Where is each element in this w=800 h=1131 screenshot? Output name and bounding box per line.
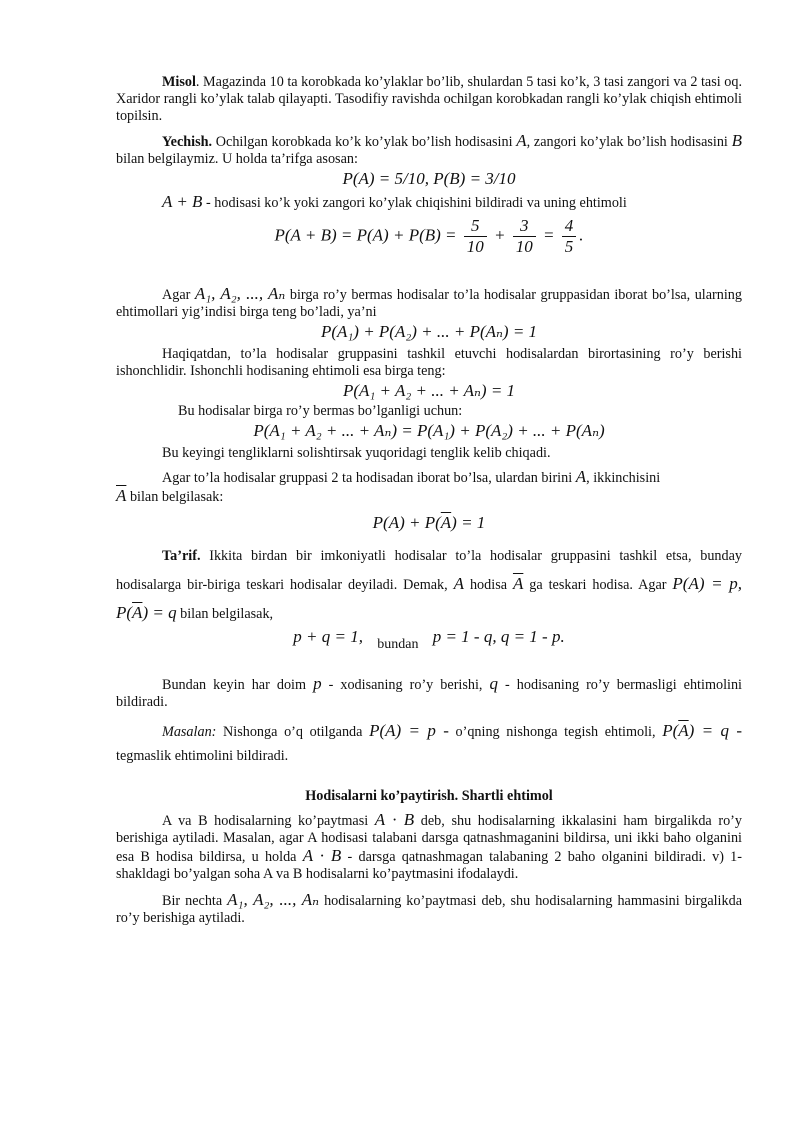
sum-event-paragraph [116,193,742,212]
for-example-formula-bar: $\overline{A}$ [678,721,689,740]
two-events-paragraph [116,468,742,506]
symbol-a-bar2: $\overline{A}$ [512,574,524,593]
two-events-text-b: , ikkinchisini [586,470,661,486]
definition-text-b: hodisa [464,577,513,593]
formula-addition: P(A₁ + A₂ + ... + Aₙ) = P(A₁) + P(A₂) + ... + P(Aₙ) [253,421,605,440]
solution-text-a: Ochilgan korobkada ko’k ko’ylak bo’lish hodisasini [212,134,517,150]
formula-certain-event: P(A₁ + A₂ + ... + Aₙ) = 1 [342,381,516,400]
fraction-3 [562,216,577,257]
complete-group-paragraph [116,285,742,321]
symbol-a: A [516,131,527,150]
definition-label: Ta’rif. [162,548,201,564]
events-sequence: A₁, A₂, ..., Aₙ [194,284,286,303]
formula6-a: P(A) + P( [372,513,441,532]
hereafter-text-c: - hodisaning ro’y bermasligi ehtimolini bildiradi. [116,677,742,710]
for-example-formula-b2: ) = q - [688,721,742,740]
formula2-plus: + [489,225,510,245]
fraction-3-num: 4 [562,216,577,237]
formula6-b: ) = 1 [451,513,486,532]
several-events: A₁, A₂, ..., Aₙ [227,890,320,909]
formula-sum-equals-one: P(A₁) + P(A₂) + ... + P(Aₙ) = 1 [320,322,538,341]
definition-formula-bar: $\overline{A}$ [132,603,143,622]
definition-text-a: Ikkita birdan bir imkoniyatli hodisalar to’la hodisalar gruppasini tashkil etsa, bunday hodisalarga bir-biriga teskari hodisalar deyiladi. Demak, [116,548,742,593]
two-events-text-c: bilan belgilasak: [126,489,224,505]
formula7-b: p = 1 - q, q = 1 - p. [432,627,565,646]
fraction-1 [464,216,487,257]
sum-symbol: A + B [162,192,203,211]
solution-label: Yechish. [162,134,213,150]
several-text-b: hodisalarning ko’paytmasi deb, shu hodisalarning hammasini birgalikda ro’y berishiga aytiladi. [116,893,742,926]
hereafter-paragraph [116,675,742,711]
formula-sum-probability [116,216,742,257]
fraction-1-den: 10 [466,237,484,256]
formula7-mid: bundan [377,637,419,652]
two-events-text-a: Agar to’la hodisalar gruppasi 2 ta hodisadan iborat bo’lsa, ulardan birini [162,470,576,486]
product-text-c: - darsga qatnashmagan talabaning 2 baho olganini bildiradi. v) 1-shakldagi bo’yalgan soha A va B hodisalarni ko’paytmasini ifodalaydi. [116,849,743,882]
document-page [116,70,742,927]
product-paragraph [116,811,742,883]
for-example-label: Masalan: [162,724,217,740]
fraction-2 [513,216,536,257]
product-symbol-b: A · B [302,846,342,865]
symbol-p: p [313,674,322,693]
fraction-2-den: 10 [515,237,533,256]
formula2-eq: = [538,225,559,245]
definition-formula-b: ) = q [142,603,177,622]
definition-formula-a: P(A) = p, P( [116,574,742,622]
fraction-1-num: 5 [464,216,487,237]
section-title: Hodisalarni ko’paytirish. Shartli ehtimol [305,788,553,804]
hereafter-text-a: Bundan keyin har doim [162,677,314,693]
for-example-formula-a: P(A) = p - [369,721,449,740]
fraction-3-den: 5 [564,237,574,256]
definition-text-d: bilan belgilasak, [176,606,274,622]
formula-pq [116,628,742,653]
for-example-paragraph [116,719,742,768]
for-example-formula-b1: P( [662,721,679,740]
definition-text-c: ga teskari hodisa. Agar [523,577,673,593]
solution-text-c: bilan belgilaymiz. U holda ta’rifga asosan: [116,151,358,167]
hereafter-text-b: - xodisaning ro’y berishi, [321,677,490,693]
sum-event-text: - hodisasi ko’k yoki zangori ko’ylak chiqishini bildiradi va uning ehtimoli [202,195,627,211]
for-example-text-b: o’qning nishonga tegish ehtimoli, [448,724,663,740]
formula2-left: P(A + B) = P(A) + P(B) = [274,225,461,245]
formula7-a: p + q = 1, [293,627,363,646]
fraction-2-num: 3 [513,216,536,237]
for-example-text-c: tegmaslik ehtimolini bildiradi. [116,748,289,764]
product-text-b: deb, shu hodisalarning ikkalasini ham birgalikda ro’y berishiga aytiladi. Masalan, agar A hodisasi talabani darsga qatnashmaganini bildirsa, uni ikki baho olganini esa B hodisa bildirsa, u holda [116,813,742,865]
spacer-2 [116,655,742,675]
example-text: . Magazinda 10 ta korobkada ko’ylaklar bo’lib, shulardan 5 tasi ko’k, 3 tasi zangori va 2 tasi oq. Xaridor rangli ko’ylak talab qilayapti. Tasodifiy ravishda ochilgan korobkadan rangli ko’ylak chiqish ehtimoli topilsin. [116,74,742,124]
spacer [116,259,742,285]
product-text-a: A va B hodisalarning ko’paytmasi [162,813,375,829]
definition-paragraph [116,543,742,628]
for-example-text-a: Nishonga o’q otilganda [216,724,370,740]
indeed-paragraph: Haqiqatdan, to’la hodisalar gruppasini tashkil etuvchi hodisalardan birortasining ro’y berishi ishonchlidir. Ishonchli hodisaning ehtimoli esa birga teng: [116,346,742,379]
symbol-a3: A [453,574,465,593]
several-text-a: Bir nechta [162,893,228,909]
solution-paragraph [116,132,742,168]
product-symbol-a: A · B [374,810,415,829]
example-paragraph [116,74,742,125]
formula-complement [116,514,742,531]
several-product-paragraph [116,891,742,927]
symbol-q: q [489,674,498,693]
symbol-b: B [731,131,742,150]
incompatible-paragraph: Bu hodisalar birga ro’y bermas bo’lganligi uchun: [178,403,463,419]
formula-probabilities: P(A) = 5/10, P(B) = 3/10 [342,169,516,188]
complete-group-text-a: Agar [162,287,195,303]
compare-paragraph: Bu keyingi tengliklarni solishtirsak yuqoridagi tenglik kelib chiqadi. [162,445,551,461]
formula2-end: . [579,225,584,245]
formula6-bar: $\overline{A}$ [440,513,452,532]
solution-text-b: , zangori ko’ylak bo’lish hodisasini [526,134,732,150]
complete-group-text-b: birga ro’y bermas hodisalar to’la hodisalar gruppasidan iborat bo’lsa, ularning ehtimollari yig’indisi birga teng bo’ladi, ya’ni [116,287,742,320]
symbol-a-bar: $\overline{A}$ [116,486,127,505]
symbol-a2: A [575,467,587,486]
example-label: Misol [162,74,196,90]
